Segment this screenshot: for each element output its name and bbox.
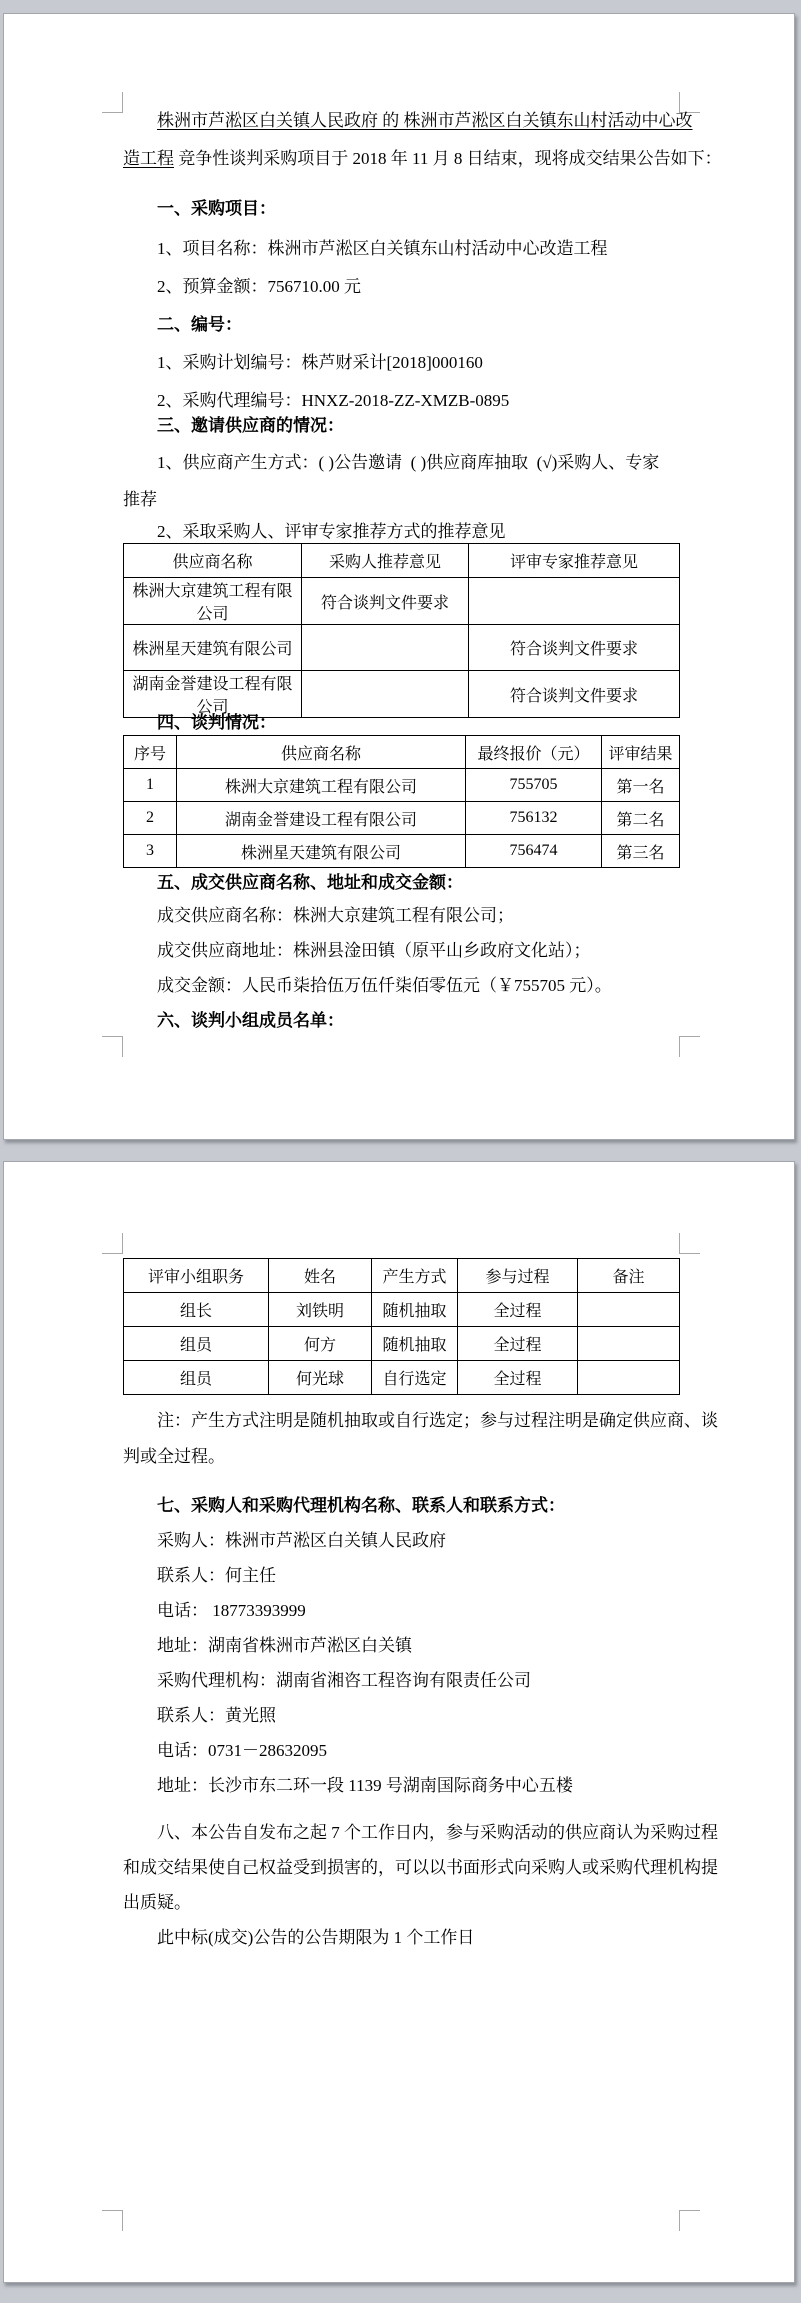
table-header-cell: 采购人推荐意见	[302, 544, 469, 578]
plan-number-line: 1、采购计划编号：株芦财采计[2018]000160	[157, 353, 483, 372]
table-row	[124, 1361, 680, 1395]
supplier-recommendation-table	[123, 543, 680, 718]
table-cell: 第二名	[602, 802, 680, 835]
table-cell	[302, 625, 469, 671]
table-cell: 组长	[124, 1293, 269, 1327]
section-2-heading: 二、编号：	[157, 315, 242, 334]
table-cell: 3	[124, 835, 177, 868]
table-cell: 符合谈判文件要求	[469, 625, 680, 671]
section-4-heading: 四、谈判情况：	[157, 713, 276, 732]
page-2	[3, 1161, 795, 2283]
document-title-line-2	[123, 149, 722, 169]
table-cell	[469, 578, 680, 625]
table-row	[124, 1327, 680, 1361]
table-cell: 株洲星天建筑有限公司	[177, 835, 466, 868]
table-header-cell: 序号	[124, 736, 177, 769]
margin-corner-mark	[679, 1233, 700, 1254]
section-7-heading: 七、采购人和采购代理机构名称、联系人和联系方式：	[157, 1496, 565, 1515]
table-row	[124, 671, 680, 718]
winner-address-line: 成交供应商地址：株洲县淦田镇（原平山乡政府文化站）；	[157, 941, 591, 960]
purchaser-phone-line: 电话： 18773393999	[157, 1601, 306, 1620]
table-cell: 符合谈判文件要求	[302, 578, 469, 625]
negotiation-result-table	[123, 735, 680, 868]
agency-number-line: 2、采购代理编号：HNXZ-2018-ZZ-XMZB-0895	[157, 391, 510, 410]
table-cell: 第三名	[602, 835, 680, 868]
table-header-cell: 最终报价（元）	[466, 736, 602, 769]
document-title-line-1	[157, 111, 717, 131]
margin-corner-mark	[679, 92, 700, 113]
purchaser-address-line: 地址：湖南省株洲市芦淞区白关镇	[157, 1636, 412, 1655]
table-cell: 株洲大京建筑工程有限公司	[177, 769, 466, 802]
title-plain-text: 竞争性谈判采购项目于 2018 年 11 月 8 日结束，现将成交结果公告如下：	[174, 149, 722, 168]
page-1	[3, 13, 795, 1140]
table-row	[124, 835, 680, 868]
budget-line: 2、预算金额：756710.00 元	[157, 277, 361, 296]
table-header-cell: 供应商名称	[177, 736, 466, 769]
note-line-2: 判或全过程。	[123, 1447, 225, 1466]
purchaser-line: 采购人：株洲市芦淞区白关镇人民政府	[157, 1531, 446, 1550]
review-panel-table	[123, 1258, 680, 1395]
table-header-cell: 评审结果	[602, 736, 680, 769]
note-line-1: 注：产生方式注明是随机抽取或自行选定；参与过程注明是确定供应商、谈	[157, 1411, 718, 1430]
agency-line: 采购代理机构：湖南省湘咨工程咨询有限责任公司	[157, 1671, 531, 1690]
table-header-cell: 备注	[578, 1259, 680, 1293]
winner-amount-line: 成交金额：人民币柒拾伍万伍仟柒佰零伍元（￥755705 元）。	[157, 976, 612, 995]
table-cell: 1	[124, 769, 177, 802]
margin-corner-mark	[102, 92, 123, 113]
table-header-cell: 姓名	[269, 1259, 372, 1293]
supplier-method-line-1: 1、供应商产生方式：( )公告邀请 ( )供应商库抽取 (√)采购人、专家	[157, 453, 660, 472]
supplier-method-line-2: 推荐	[123, 490, 157, 509]
table-cell: 第一名	[602, 769, 680, 802]
section-8-line-2: 和成交结果使自己权益受到损害的，可以以书面形式向采购人或采购代理机构提	[123, 1858, 718, 1877]
project-name-line: 1、项目名称：株洲市芦淞区白关镇东山村活动中心改造工程	[157, 239, 608, 258]
margin-corner-mark	[102, 2210, 123, 2231]
section-1-heading: 一、采购项目：	[157, 199, 276, 218]
section-8-line-3: 出质疑。	[123, 1893, 191, 1912]
table-header-cell: 产生方式	[372, 1259, 458, 1293]
section-5-heading: 五、成交供应商名称、地址和成交金额：	[157, 873, 463, 892]
margin-corner-mark	[102, 1233, 123, 1254]
table-cell: 株洲大京建筑工程有限公司	[124, 578, 302, 625]
table-cell: 符合谈判文件要求	[469, 671, 680, 718]
table-cell: 何方	[269, 1327, 372, 1361]
table-header-cell: 供应商名称	[124, 544, 302, 578]
winner-name-line: 成交供应商名称：株洲大京建筑工程有限公司；	[157, 906, 514, 925]
table-cell: 756132	[466, 802, 602, 835]
agency-contact-line: 联系人：黄光照	[157, 1706, 276, 1725]
recommendation-intro-line: 2、采取采购人、评审专家推荐方式的推荐意见	[157, 522, 506, 541]
table-cell: 刘铁明	[269, 1293, 372, 1327]
table-cell: 随机抽取	[372, 1327, 458, 1361]
table-cell: 全过程	[458, 1361, 578, 1395]
table-cell: 随机抽取	[372, 1293, 458, 1327]
table-cell	[302, 671, 469, 718]
agency-address-line: 地址：长沙市东二环一段 1139 号湖南国际商务中心五楼	[157, 1776, 573, 1795]
purchaser-contact-line: 联系人：何主任	[157, 1566, 276, 1585]
table-cell: 组员	[124, 1361, 269, 1395]
table-header-row	[124, 1259, 680, 1293]
table-cell: 全过程	[458, 1327, 578, 1361]
table-cell: 组员	[124, 1327, 269, 1361]
table-cell: 755705	[466, 769, 602, 802]
table-cell: 湖南金誉建设工程有限公司	[124, 671, 302, 718]
margin-corner-mark	[679, 1036, 700, 1057]
section-6-heading: 六、谈判小组成员名单：	[157, 1011, 344, 1030]
title-underlined-text: 造工程	[123, 149, 174, 168]
table-header-row	[124, 736, 680, 769]
table-cell: 2	[124, 802, 177, 835]
table-row	[124, 802, 680, 835]
margin-corner-mark	[679, 2210, 700, 2231]
table-cell	[578, 1293, 680, 1327]
table-cell: 湖南金誉建设工程有限公司	[177, 802, 466, 835]
table-row	[124, 1293, 680, 1327]
table-header-cell: 参与过程	[458, 1259, 578, 1293]
table-cell: 何光球	[269, 1361, 372, 1395]
agency-phone-line: 电话：0731－28632095	[157, 1741, 327, 1760]
table-header-cell: 评审小组职务	[124, 1259, 269, 1293]
table-cell: 全过程	[458, 1293, 578, 1327]
table-row	[124, 769, 680, 802]
table-header-row	[124, 544, 680, 578]
margin-corner-mark	[102, 1036, 123, 1057]
section-3-heading: 三、邀请供应商的情况：	[157, 416, 344, 435]
table-row	[124, 578, 680, 625]
table-cell: 株洲星天建筑有限公司	[124, 625, 302, 671]
closing-line: 此中标(成交)公告的公告期限为 1 个工作日	[157, 1928, 475, 1947]
table-cell	[578, 1327, 680, 1361]
table-header-cell: 评审专家推荐意见	[469, 544, 680, 578]
table-cell: 756474	[466, 835, 602, 868]
table-cell	[578, 1361, 680, 1395]
section-8-line-1: 八、本公告自发布之起 7 个工作日内，参与采购活动的供应商认为采购过程	[157, 1823, 718, 1842]
table-cell: 自行选定	[372, 1361, 458, 1395]
table-row	[124, 625, 680, 671]
title-underlined-text: 株洲市芦淞区白关镇人民政府 的 株洲市芦淞区白关镇东山村活动中心改	[157, 111, 693, 130]
